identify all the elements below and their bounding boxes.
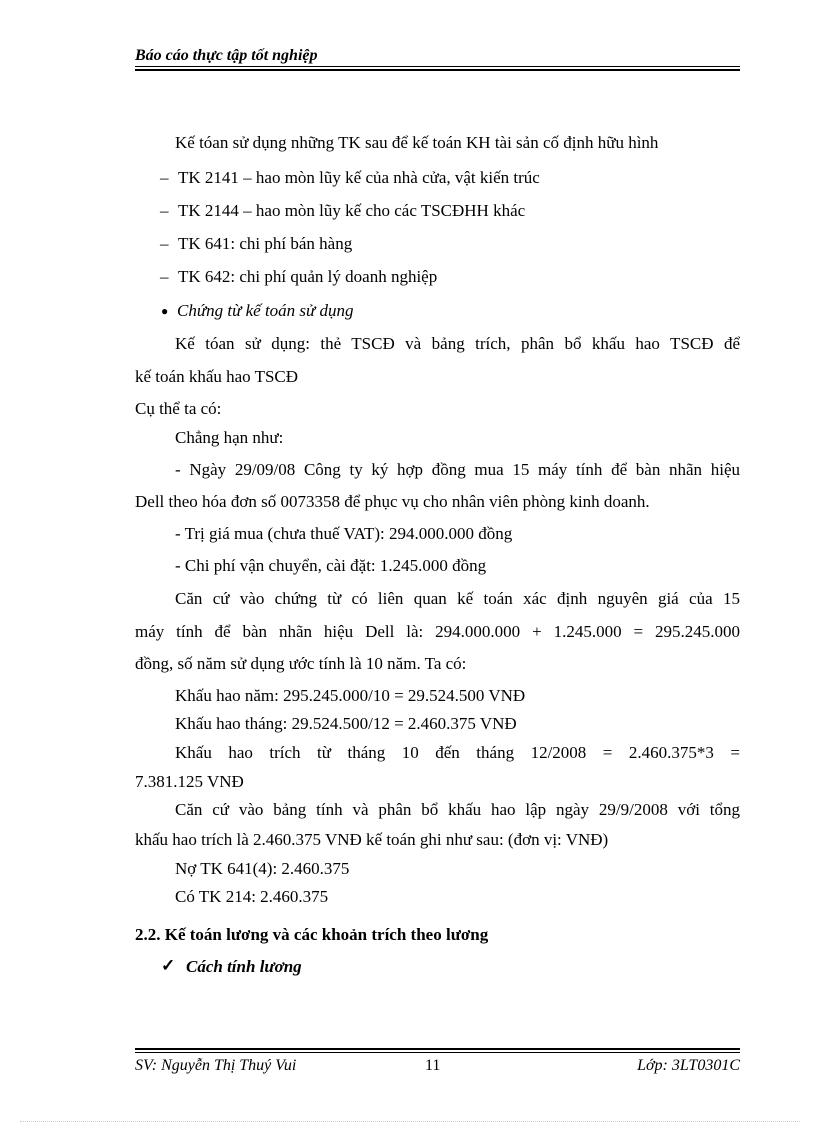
paragraph-line: 7.381.125 VNĐ bbox=[135, 772, 244, 791]
paragraph-line: máy tính để bàn nhãn hiệu Dell là: 294.000.000 + 1.245.000 = 295.245.000 bbox=[135, 622, 740, 641]
paragraph-line: Khấu hao tháng: 29.524.500/12 = 2.460.375 VNĐ bbox=[175, 714, 517, 733]
dash-marker: – bbox=[160, 234, 169, 253]
page-number: 11 bbox=[425, 1057, 441, 1074]
paragraph-line: Kế tóan sử dụng: thẻ TSCĐ và bảng trích, phân bổ khấu hao TSCĐ để bbox=[175, 334, 740, 353]
page-bottom-border bbox=[20, 1121, 800, 1122]
paragraph-line: - Chi phí vận chuyển, cài đặt: 1.245.000 đồng bbox=[175, 556, 487, 575]
intro-text: Kế tóan sử dụng những TK sau để kế toán KH tài sản cố định hữu hình bbox=[175, 133, 659, 152]
list-item-tk2144: TK 2144 – hao mòn lũy kế cho các TSCĐHH khác bbox=[178, 201, 526, 220]
paragraph-line: Khấu hao trích từ tháng 10 đến tháng 12/2008 = 2.460.375*3 = bbox=[175, 743, 740, 762]
list-item-tk642: TK 642: chi phí quản lý doanh nghiệp bbox=[178, 267, 438, 286]
page-header-title: Báo cáo thực tập tốt nghiệp bbox=[135, 47, 740, 67]
paragraph-line: Dell theo hóa đơn số 0073358 để phục vụ cho nhân viên phòng kinh doanh. bbox=[135, 492, 650, 511]
footer-divider bbox=[135, 1048, 740, 1050]
paragraph-line: Căn cứ vào chứng từ có liên quan kế toán xác định nguyên giá của 15 bbox=[175, 589, 740, 608]
paragraph-line: Nợ TK 641(4): 2.460.375 bbox=[175, 859, 350, 878]
paragraph-line: - Ngày 29/09/08 Công ty ký hợp đồng mua 15 máy tính để bàn nhãn hiệu bbox=[175, 460, 740, 479]
paragraph-line: - Trị giá mua (chưa thuế VAT): 294.000.000 đồng bbox=[175, 524, 513, 543]
sub-heading: Cách tính lương bbox=[186, 957, 302, 976]
paragraph-line: Cụ thể ta có: bbox=[135, 399, 222, 418]
paragraph-line: khấu hao trích là 2.460.375 VNĐ kế toán ghi như sau: (đơn vị: VNĐ) bbox=[135, 830, 609, 849]
paragraph-line: Căn cứ vào bảng tính và phân bổ khấu hao lập ngày 29/9/2008 với tổng bbox=[175, 800, 740, 819]
paragraph-line: đồng, số năm sử dụng ước tính là 10 năm. Ta có: bbox=[135, 654, 467, 673]
dash-marker: – bbox=[160, 168, 169, 187]
header-divider bbox=[135, 69, 740, 71]
paragraph-line: Khấu hao năm: 295.245.000/10 = 29.524.500 VNĐ bbox=[175, 686, 526, 705]
footer-class: Lớp: 3LT0301C bbox=[637, 1057, 740, 1074]
list-item-tk2141: TK 2141 – hao mòn lũy kế của nhà cửa, vật kiến trúc bbox=[178, 168, 540, 187]
paragraph-line: Chẳng hạn như: bbox=[175, 428, 284, 447]
bullet-icon: ● bbox=[161, 304, 169, 318]
dash-marker: – bbox=[160, 267, 169, 286]
paragraph-line: kế toán khấu hao TSCĐ bbox=[135, 367, 299, 386]
paragraph-line: Có TK 214: 2.460.375 bbox=[175, 887, 329, 906]
checkmark-icon: ✓ bbox=[161, 956, 176, 975]
bullet-heading: Chứng từ kế toán sử dụng bbox=[177, 301, 354, 320]
footer-student: SV: Nguyễn Thị Thuý Vui bbox=[135, 1057, 297, 1074]
section-heading: 2.2. Kế toán lương và các khoản trích theo lương bbox=[135, 925, 489, 944]
footer-divider bbox=[135, 1052, 740, 1053]
list-item-tk641: TK 641: chi phí bán hàng bbox=[178, 234, 353, 253]
dash-marker: – bbox=[160, 201, 169, 220]
